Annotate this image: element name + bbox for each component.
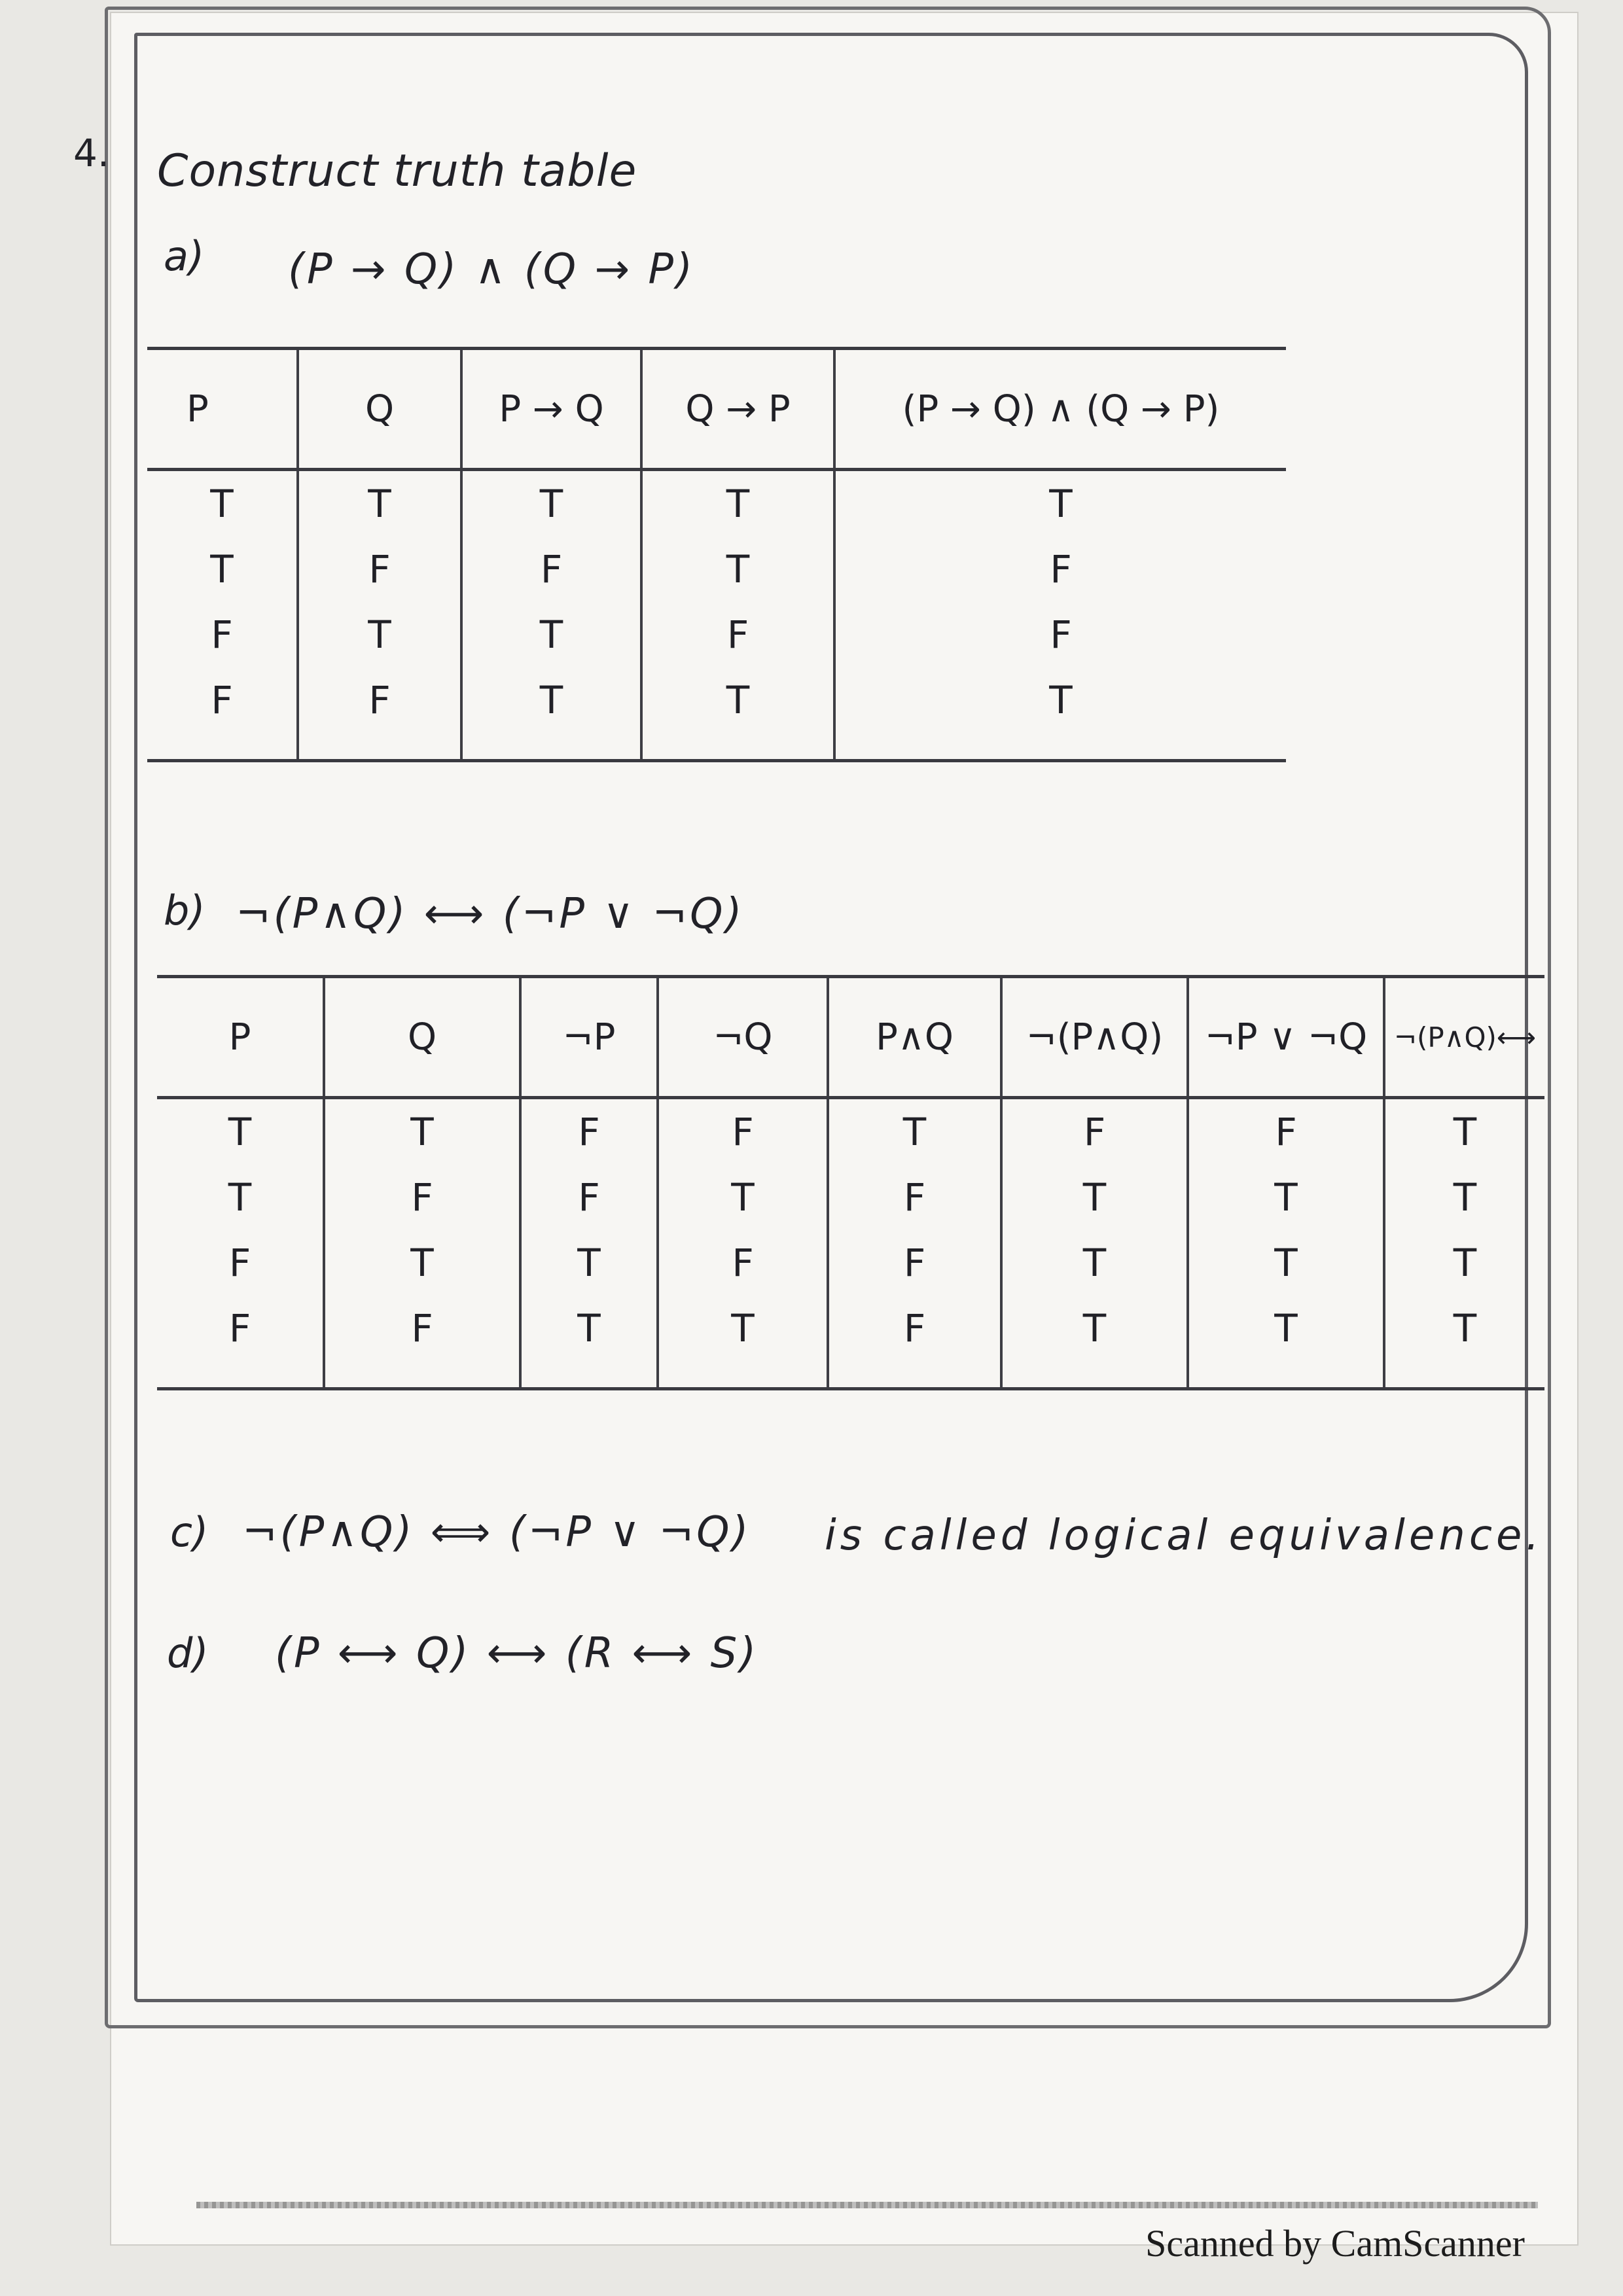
table-cell: T — [1001, 1296, 1188, 1361]
table-a-header: (P → Q) ∧ (Q → P) — [834, 349, 1286, 470]
table-cell: T — [1188, 1230, 1384, 1296]
part-c-expression: ¬(P∧Q) ⟺ (¬P ∨ ¬Q) — [242, 1508, 751, 1557]
table-row — [147, 667, 1286, 733]
table-cell: F — [324, 1165, 520, 1230]
table-cell: F — [298, 537, 461, 602]
part-d-label: d) — [167, 1629, 209, 1677]
table-b-header: P∧Q — [828, 977, 1001, 1098]
table-cell: T — [1001, 1165, 1188, 1230]
table-cell: T — [1384, 1230, 1544, 1296]
table-cell: T — [1188, 1165, 1384, 1230]
table-cell: F — [828, 1230, 1001, 1296]
table-cell: T — [834, 470, 1286, 537]
table-cell: T — [641, 470, 834, 537]
table-cell: F — [324, 1296, 520, 1361]
table-b-header-row — [157, 977, 1544, 1098]
table-cell: F — [211, 612, 233, 657]
table-cell: F — [211, 678, 233, 722]
table-cell: F — [298, 667, 461, 733]
table-a-header: P — [187, 387, 209, 431]
table-cell: T — [461, 667, 641, 733]
part-a-expression: (P → Q) ∧ (Q → P) — [288, 245, 695, 294]
table-cell: F — [828, 1296, 1001, 1361]
table-row — [147, 602, 1286, 667]
question-heading: Construct truth table — [157, 145, 637, 197]
table-cell: T — [834, 667, 1286, 733]
table-cell: T — [461, 602, 641, 667]
part-c-label: c) — [170, 1508, 209, 1556]
part-b-expression: ¬(P∧Q) ⟷ (¬P ∨ ¬Q) — [236, 890, 745, 938]
table-cell: F — [658, 1098, 828, 1165]
table-cell: T — [658, 1296, 828, 1361]
table-row — [157, 1230, 1544, 1296]
table-cell: F — [461, 537, 641, 602]
table-cell: T — [1188, 1296, 1384, 1361]
table-cell: T — [324, 1230, 520, 1296]
table-row — [147, 537, 1286, 602]
table-cell: T — [641, 667, 834, 733]
table-cell: T — [324, 1098, 520, 1165]
truth-table-b — [157, 975, 1544, 1390]
table-cell: T — [828, 1098, 1001, 1165]
table-cell: F — [834, 602, 1286, 667]
table-cell: T — [228, 1110, 252, 1154]
table-cell: F — [828, 1165, 1001, 1230]
table-b-header: ¬(P∧Q) — [1001, 977, 1188, 1098]
table-cell: T — [658, 1165, 828, 1230]
table-cell: F — [1001, 1098, 1188, 1165]
table-cell: T — [298, 602, 461, 667]
part-b-label: b) — [164, 887, 205, 934]
scan-edge-shadow — [196, 2202, 1538, 2208]
table-cell: T — [210, 482, 234, 526]
scanner-watermark: Scanned by CamScanner — [1145, 2222, 1525, 2265]
table-cell: F — [228, 1306, 251, 1351]
table-cell: F — [228, 1241, 251, 1285]
table-padding-row — [157, 1361, 1544, 1389]
table-cell: F — [1188, 1098, 1384, 1165]
table-row — [147, 470, 1286, 537]
table-cell: T — [520, 1296, 658, 1361]
table-row — [157, 1098, 1544, 1165]
table-b-header: ¬Q — [658, 977, 828, 1098]
table-cell: T — [1384, 1165, 1544, 1230]
table-a-header-row — [147, 349, 1286, 470]
question-number: 4. — [73, 131, 110, 175]
table-b-header: ¬P — [520, 977, 658, 1098]
table-cell: F — [520, 1165, 658, 1230]
part-c-text: is called logical equivalence. — [825, 1511, 1543, 1560]
part-a-label: a) — [164, 232, 205, 280]
table-a-header: Q — [298, 349, 461, 470]
table-cell: T — [520, 1230, 658, 1296]
truth-table-a — [147, 347, 1286, 762]
table-cell: T — [1001, 1230, 1188, 1296]
part-d-expression: (P ⟷ Q) ⟷ (R ⟷ S) — [275, 1629, 759, 1678]
table-cell: T — [228, 1175, 252, 1220]
table-cell: F — [641, 602, 834, 667]
table-a-header: Q → P — [641, 349, 834, 470]
table-cell: T — [641, 537, 834, 602]
table-a-header: P → Q — [461, 349, 641, 470]
table-padding-row — [147, 733, 1286, 761]
table-b-header: Q — [324, 977, 520, 1098]
table-cell: F — [658, 1230, 828, 1296]
table-b-header: ¬P ∨ ¬Q — [1188, 977, 1384, 1098]
table-row — [157, 1296, 1544, 1361]
table-cell: T — [1384, 1296, 1544, 1361]
table-cell: T — [1384, 1098, 1544, 1165]
table-cell: T — [461, 470, 641, 537]
table-b-header: P — [228, 1016, 251, 1059]
table-cell: F — [520, 1098, 658, 1165]
table-cell: F — [834, 537, 1286, 602]
table-b-header: ¬(P∧Q)⟷ — [1384, 977, 1544, 1098]
table-row — [157, 1165, 1544, 1230]
table-cell: T — [298, 470, 461, 537]
table-cell: T — [210, 547, 234, 592]
